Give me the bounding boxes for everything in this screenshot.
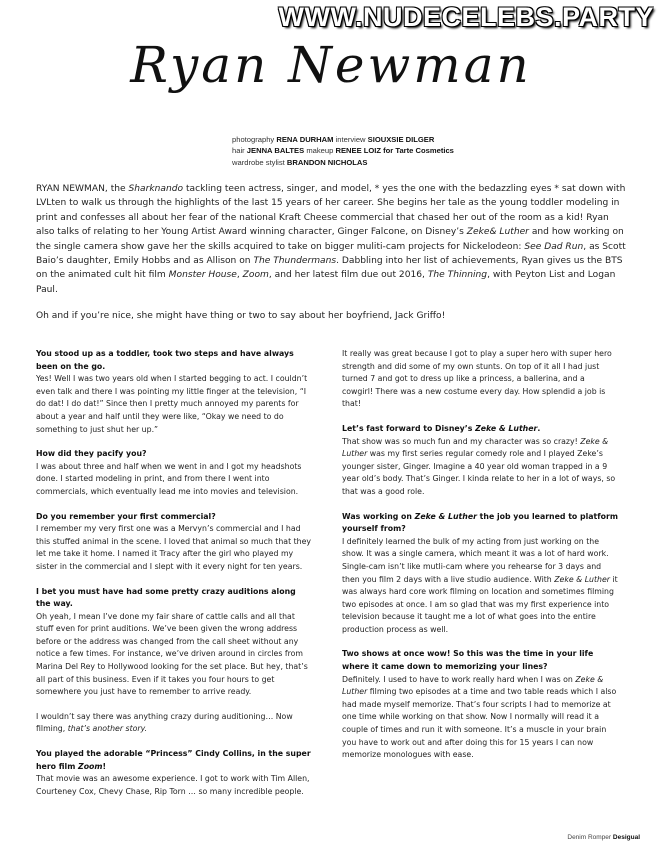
answer: That movie was an awesome experience. I got to work with Tim Allen, Courteney Cox, Chevy Chase, Rip Torn … so many incredible people.	[36, 774, 310, 796]
question: Do you remember your first commercial?	[36, 511, 216, 521]
wardrobe-name: BRANDON NICHOLAS	[286, 157, 368, 167]
qa-block	[342, 348, 618, 411]
answer: I was about three and half when we went in and I got my headshots done. I started modeling in print, and from there I went into commercials, which eventually lead me into movies and television.	[36, 461, 302, 496]
qa-block	[36, 711, 312, 736]
answer: I remember my very first one was a Mervyn’s commercial and I had this stuffed animal in the scene. I loved that animal so much that they let me take it home. I named it Tracy after the girl who played my sister in the commercial and I slept with it every night for ten years.	[36, 524, 312, 571]
qa-block	[36, 448, 312, 498]
answer: I definitely learned the bulk of my acting from just working on the show. It was a single camera, which meant it was a lot of hard work. Single-cam isn’t like mutli-cam where you rehearse for 3 days and then you film 2 days with a live studio audience. With Zeke & Luther it was always hard core work filming on location and sometimes filming two episodes at once. I am so glad that was my first experience into television because it taught me a lot of what goes into the entire production process as well.	[342, 536, 618, 634]
qa-block	[36, 748, 312, 798]
question: Was working on Zeke & Luther the job you learned to platform yourself from?	[342, 511, 618, 534]
question: You stood up as a toddler, took two steps and have always been on the go.	[36, 349, 294, 371]
right-column	[342, 348, 618, 774]
question: Two shows at once wow! So this was the time in your life where it came down to memorizing your lines?	[342, 649, 594, 672]
answer: I wouldn’t say there was anything crazy during auditioning… Now filming, that’s another story.	[36, 711, 293, 734]
question: How did they pacify you?	[36, 449, 147, 459]
answer: It really was great because I got to play a super hero with super hero strength and did some of my own stunts. On top of it all I had just turned 7 and got to dress up like a princess, a ballerina, and a cowgirl! There was a new costume every day. How splendid a job is that!	[342, 349, 612, 409]
question: You played the adorable “Princess” Cindy Collins, in the super hero film Zoom!	[36, 749, 311, 771]
intro-text	[36, 182, 628, 336]
credits-line-3: wardrobe stylist BRANDON NICHOLAS	[232, 157, 368, 167]
answer: Yes! Well I was two years old when I started begging to act. I couldn’t even talk and there I was pointing my little finger at the television, “I do dat! I do dat!” Since then I pretty much annoyed my parents for about a year and half until they were like, “Okay we need to do something to just shut her up.”	[36, 374, 308, 434]
wardrobe-credit: Denim Romper Desigual	[567, 834, 640, 841]
credits-line-1: photography RENA DURHAM interview SIOUXSIE DILGER	[232, 135, 435, 144]
photographer-name: RENA DURHAM	[276, 135, 334, 144]
brand-name: Desigual	[612, 834, 640, 841]
qa-block	[36, 348, 312, 436]
qa-block	[342, 648, 618, 761]
qa-block	[36, 586, 312, 699]
answer: That show was so much fun and my character was so crazy! Zeke & Luther was my first series regular comedy role and I played Zeke’s younger sister, Ginger. Imagine a 40 year old woman trapped in a 9 year old’s body. That’s Ginger. I kinda relate to her in a lot of ways, so that was a good role.	[342, 436, 616, 496]
page-title: Ryan Newman	[130, 36, 532, 94]
intro-paragraph-1: RYAN NEWMAN, the Sharknando tackling teen actress, singer, and model, * yes the one with the bedazzling eyes * sat down with LVLten to walk us through the highlights of the last 15 years of her career. She begins her tale as the young toddler modeling in print and confesses all about her fear of the national Kraft Cheese commercial that chased her out of the room as a kid! Ryan also talks of relating to her Young Artist Award winning character, Ginger Falcone, on Disney’s Zeke& Luther and how working on the single camera show gave her the skills acquired to take on bigger muliti-cam projects for Nickelodeon: See Dad Run, as Scott Baio’s daughter, Emily Hobbs and as Allison on The Thundermans. Dabbling into her list of achievements, Ryan gives us the BTS on the animated cult hit film Monster House, Zoom, and her latest film due out 2016, The Thinning, with Peyton List and Logan Paul.	[36, 184, 626, 295]
qa-block	[342, 423, 618, 499]
hair-name: JENNA BALTES	[246, 146, 305, 156]
credits-line-2: hair JENNA BALTES makeup RENEE LOIZ for Tarte Cosmetics	[232, 146, 454, 156]
left-column	[36, 348, 312, 810]
qa-block	[342, 511, 618, 637]
watermark-text: WWW.NUDECELEBS.PARTY	[278, 2, 654, 32]
makeup-name: RENEE LOIZ for Tarte Cosmetics	[335, 146, 454, 156]
answer: Oh yeah, I mean I’ve done my fair share of cattle calls and all that stuff even for print auditions. We’ve been given the wrong address before or the address was changed from the call sheet without any notice a few times. For instance, we’ve driven around in circles from Marina Del Rey to Hollywood looking for the set place. But hey, that’s all part of this business. Even if it takes you four hours to get somewhere you just have to remember to arrive ready.	[36, 611, 308, 697]
question: Let’s fast forward to Disney’s Zeke & Luther.	[342, 423, 541, 433]
answer: Definitely. I used to have to work really hard when I was on Zeke & Luther filming two episodes at a time and two table reads which I also had made myself memorize. That’s four scripts I had to memorize at one time while working on that show. Now I normally will read it a couple of times and run it with someone. It’s a muscle in your brain you have to work out and after doing this for 15 years I can now memorize monologues with ease.	[342, 674, 617, 760]
interviewer-name: SIOUXSIE DILGER	[367, 135, 435, 144]
intro-paragraph-2: Oh and if you’re nice, she might have thing or two to say about her boyfriend, Jack Griffo!	[36, 311, 446, 322]
credits-block	[232, 134, 532, 168]
qa-block	[36, 511, 312, 574]
question: I bet you must have had some pretty crazy auditions along the way.	[36, 586, 296, 609]
